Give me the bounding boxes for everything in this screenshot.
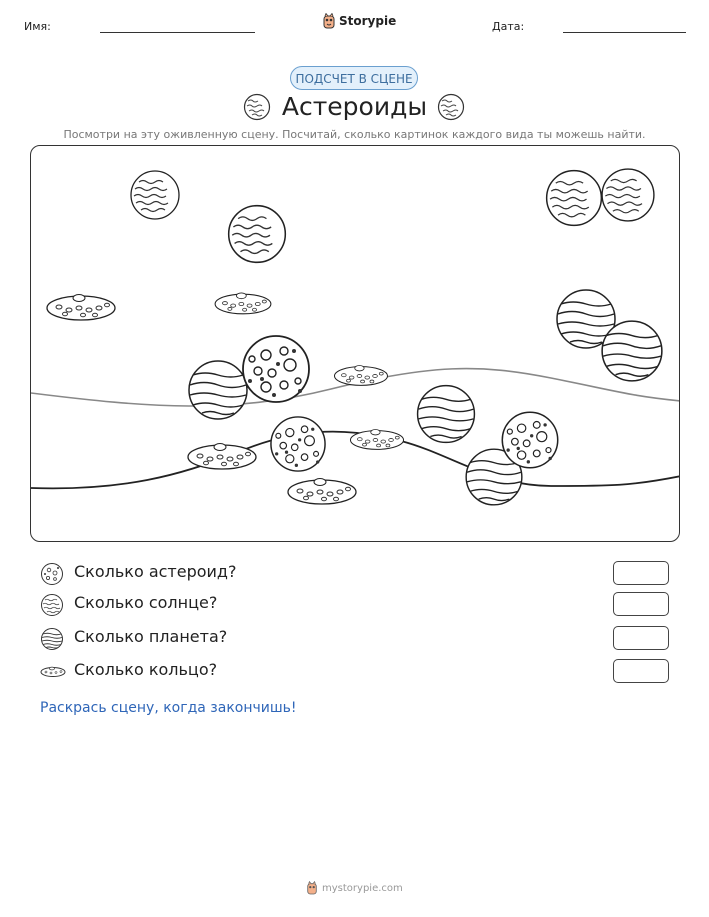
scene-planet-1 (189, 361, 247, 419)
scene-ring-4 (188, 444, 256, 470)
instructions: Посмотри на эту оживленную сцену. Посчитай, сколько картинок каждого вида ты можешь найти. (63, 128, 646, 141)
question-text: Сколько астероид? (74, 562, 237, 581)
question-ring (40, 659, 670, 685)
coloring-note: Раскрась сцену, когда закончишь! (40, 700, 297, 716)
scene-asteroid-3 (502, 412, 557, 467)
asteroid-icon (40, 562, 64, 586)
scene-ring-1 (47, 295, 115, 321)
question-text: Сколько кольцо? (74, 660, 218, 679)
footer-url[interactable]: mystorypie.com (322, 882, 403, 894)
scene-drawing (31, 146, 680, 542)
scene-asteroid-2 (271, 417, 325, 471)
footer (306, 881, 403, 895)
scene-planet-3 (602, 321, 662, 381)
scene-sun-2 (229, 206, 286, 263)
scene-sun-1 (131, 171, 179, 219)
scene-sun-3 (547, 171, 602, 226)
question-text: Сколько планета? (74, 627, 228, 646)
question-text: Сколько солнце? (74, 593, 218, 612)
name-field[interactable] (100, 32, 255, 33)
activity-badge: ПОДСЧЕТ В СЦЕНЕ (290, 66, 418, 90)
answer-box-asteroid[interactable] (613, 561, 669, 585)
scene-ring-2 (215, 293, 271, 314)
question-sun (40, 592, 670, 618)
page-title: Астероиды (281, 92, 428, 121)
answer-box-sun[interactable] (613, 592, 669, 616)
answer-box-planet[interactable] (613, 626, 669, 650)
storypie-mascot-icon (306, 881, 318, 895)
scene-ring-6 (288, 479, 356, 505)
counting-scene (30, 145, 680, 542)
scene-sun-4 (602, 169, 654, 221)
planet-icon (40, 627, 64, 651)
scene-ring-3 (334, 365, 387, 385)
scene-asteroid-1 (243, 336, 309, 402)
scene-planet-4 (418, 386, 475, 443)
question-asteroid (40, 561, 670, 587)
sun-icon (40, 593, 64, 617)
storypie-mascot-icon (322, 13, 336, 29)
storypie-logo (322, 13, 396, 29)
date-label: Дата: (492, 20, 525, 33)
date-field[interactable] (563, 32, 686, 33)
answer-box-ring[interactable] (613, 659, 669, 683)
name-label: Имя: (24, 20, 51, 33)
ring-icon (40, 660, 66, 684)
brand-name: Storypie (339, 14, 397, 28)
question-planet (40, 626, 670, 652)
